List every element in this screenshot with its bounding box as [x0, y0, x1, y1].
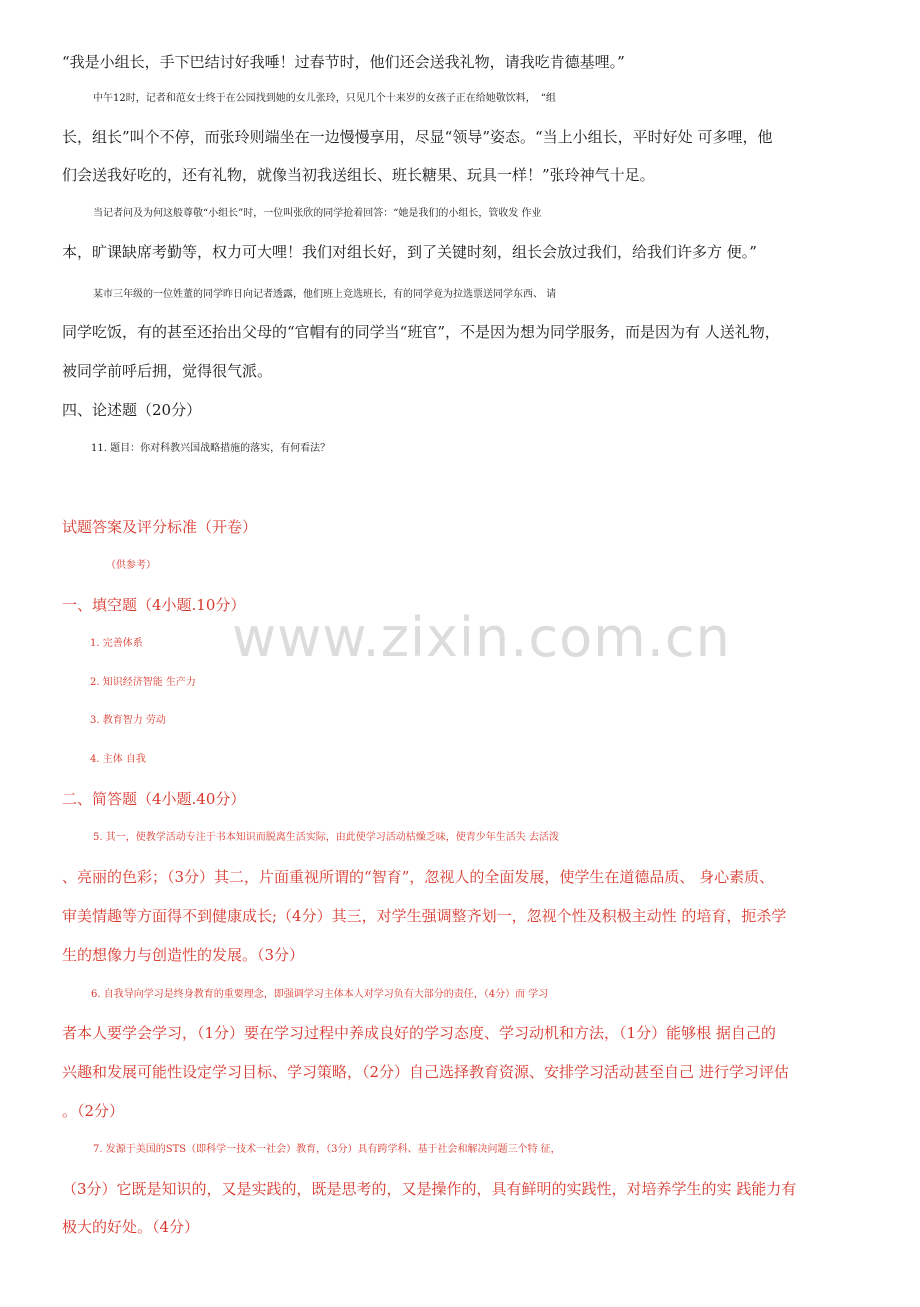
answer-line: 6. 自我导向学习是终身教育的重要理念，即强调学习主体本人对学习负有大部分的责任，（4分）而 学习	[91, 989, 549, 1000]
story-line: 们会送我好吃的，还有礼物，就像当初我送组长、班长糖果、玩具一样！”张玲神气十足。	[62, 166, 655, 184]
fill-answer: 1. 完善体系	[90, 638, 143, 649]
fill-answer: 4. 主体 自我	[90, 754, 146, 765]
story-line: 中午12时，记者和范女士终于在公园找到她的女儿张玲，只见几个十来岁的女孩子正在给她敬饮料， “组	[93, 93, 556, 104]
story-line: 同学吃饭，有的甚至还抬出父母的“官帽有的同学当“班官”，不是因为想为同学服务，而是因为有 人送礼物，	[62, 323, 780, 341]
question-text: 11. 题目：你对科教兴国战略措施的落实，有何看法？	[91, 443, 331, 454]
story-line: 某市三年级的一位姓董的同学昨日向记者透露，他们班上竞选班长，有的同学竟为拉选票送同学东西、 请	[93, 289, 557, 300]
story-line: 当记者问及为何这般尊敬“小组长”时，一位叫张欣的同学抢着回答：“她是我们的小组长，管收发 作业	[93, 208, 542, 219]
section-heading: 四、论述题（20分）	[62, 401, 202, 419]
fill-answer: 3. 教育智力 劳动	[90, 715, 166, 726]
story-line: 长，组长”叫个不停，而张玲则端坐在一边慢慢享用，尽显“领导”姿态。“当上小组长，平时好处 可多哩，他	[62, 128, 773, 146]
answer-line: 5. 其一，使教学活动专注于书本知识而脱离生活实际，由此使学习活动枯燥乏味，使青少年生活失 去活泼	[93, 832, 559, 843]
answers-title: 试题答案及评分标准（开卷）	[62, 518, 258, 536]
answer-line: 兴趣和发展可能性设定学习目标、学习策略，（2分）自己选择教育资源、安排学习活动甚至自己 进行学习评估	[62, 1063, 789, 1081]
story-line: 本，旷课缺席考勤等，权力可大哩！我们对组长好，到了关键时刻，组长会放过我们，给我们许多方 便。”	[62, 243, 757, 261]
answer-line: 审美情趣等方面得不到健康成长;（4分）其三，对学生强调整齐划一，忽视个性及积极主动性 的培育，扼杀学	[62, 907, 787, 925]
fill-answer: 2. 知识经济智能 生产力	[90, 677, 196, 688]
answers-subtitle: （供参考）	[106, 560, 156, 571]
story-line: 被同学前呼后拥，觉得很气派。	[62, 362, 273, 380]
answer-line: （3分）它既是知识的，又是实践的，既是思考的，又是操作的，具有鲜明的实践性，对培养学生的实 践能力有	[62, 1180, 797, 1198]
answer-line: 7. 发源于美国的STS（即科学一技术一社会）教育，（3分）具有跨学科、基于社会和解决问题三个特 征，	[93, 1144, 561, 1155]
answer-line: 生的想像力与创造性的发展。（3分）	[62, 946, 305, 964]
story-line: “我是小组长，手下巴结讨好我唾！过春节时，他们还会送我礼物，请我吃肯德基哩。”	[62, 53, 625, 71]
answer-line: 者本人要学会学习，（1分）要在学习过程中养成良好的学习态度、学习动机和方法，（1分）能够根 据自己的	[62, 1024, 776, 1042]
answer-line: 极大的好处。（4分）	[62, 1218, 200, 1236]
answer-line: 。（2分）	[62, 1102, 125, 1120]
short-heading: 二、简答题（4小题.40分）	[62, 790, 246, 808]
watermark: www.zixin.com.cn	[232, 606, 731, 669]
answer-line: 、亮丽的色彩；（3分）其二，片面重视所谓的“智育”，忽视人的全面发展，使学生在道德品质、 身心素质、	[62, 868, 775, 886]
fill-heading: 一、填空题（4小题.10分）	[62, 596, 246, 614]
